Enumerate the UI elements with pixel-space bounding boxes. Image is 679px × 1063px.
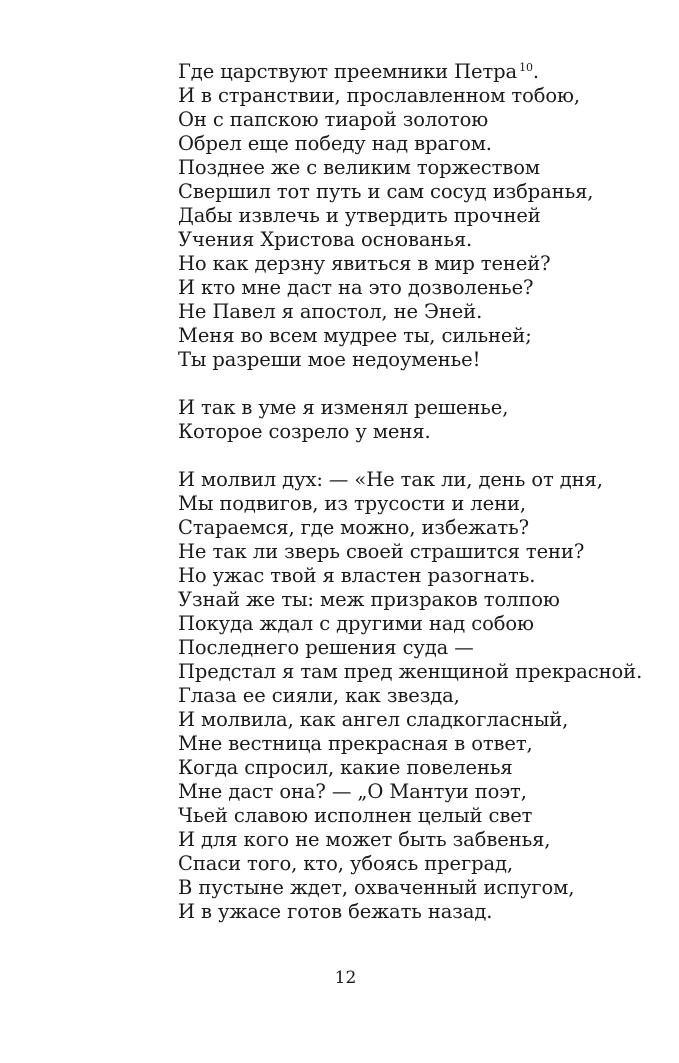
poem-line: Меня во всем мудрее ты, сильней; (178, 324, 532, 347)
poem-line: Он с папскою тиарой золотою (178, 108, 489, 131)
poem-line: Последнего решения суда — (178, 636, 474, 659)
poem-line: Не Павел я апостол, не Эней. (178, 300, 483, 323)
poem-line: И молвил дух: — «Не так ли, день от дня, (178, 468, 603, 491)
poem-line: Учения Христова основанья. (178, 228, 473, 251)
poem-line: Стараемся, где можно, избежать? (178, 516, 529, 539)
poem-line: Мне вестница прекрасная в ответ, (178, 732, 533, 755)
poem-line: И кто мне даст на это дозволенье? (178, 276, 534, 299)
poem-line: Предстал я там пред женщиной прекрасной. (178, 660, 643, 683)
poem-line: Но как дерзну явиться в мир теней? (178, 252, 551, 275)
poem-line: Покуда ждал с другими над собою (178, 612, 534, 635)
poem-text (178, 60, 648, 924)
poem-line: И так в уме я изменял решенье, (178, 396, 509, 419)
stanza (178, 468, 648, 924)
poem-line: Дабы извлечь и утвердить прочней (178, 204, 541, 227)
line-text: Где царствуют преемники Петра (178, 60, 518, 83)
poem-line: Когда спросил, какие повеленья (178, 756, 513, 779)
poem-line: И в ужасе готов бежать назад. (178, 900, 493, 923)
poem-line: Узнай же ты: меж призраков толпою (178, 588, 560, 611)
poem-line: В пустыне ждет, охваченный испугом, (178, 876, 575, 899)
poem-line: Мы подвигов, из трусости и лени, (178, 492, 526, 515)
poem-line: Чьей славою исполнен целый свет (178, 804, 533, 827)
poem-line: Обрел еще победу над врагом. (178, 132, 492, 155)
poem-line (178, 60, 648, 84)
poem-line: И для кого не может быть забвенья, (178, 828, 551, 851)
stanza (178, 60, 648, 372)
page-number: 12 (334, 968, 357, 988)
stanza (178, 396, 648, 444)
poem-line: Но ужас твой я властен разогнать. (178, 564, 536, 587)
line-punctuation: . (532, 60, 539, 83)
poem-line: Спаси того, кто, убоясь преград, (178, 852, 513, 875)
poem-line: И молвила, как ангел сладкогласный, (178, 708, 569, 731)
poem-line: Позднее же с великим торжеством (178, 156, 540, 179)
poem-line: Которое созрело у меня. (178, 420, 431, 443)
poem-line: Ты разреши мое недоуменье! (178, 348, 481, 371)
poem-line: Мне даст она? — „О Мантуи поэт, (178, 780, 527, 803)
poem-line: Не так ли зверь своей страшится тени? (178, 540, 585, 563)
poem-line: Глаза ее сияли, как звезда, (178, 684, 460, 707)
poem-line: Свершил тот путь и сам сосуд избранья, (178, 180, 594, 203)
poem-line: И в странствии, прославленном тобою, (178, 84, 581, 107)
footnote-marker: 10 (519, 61, 533, 74)
